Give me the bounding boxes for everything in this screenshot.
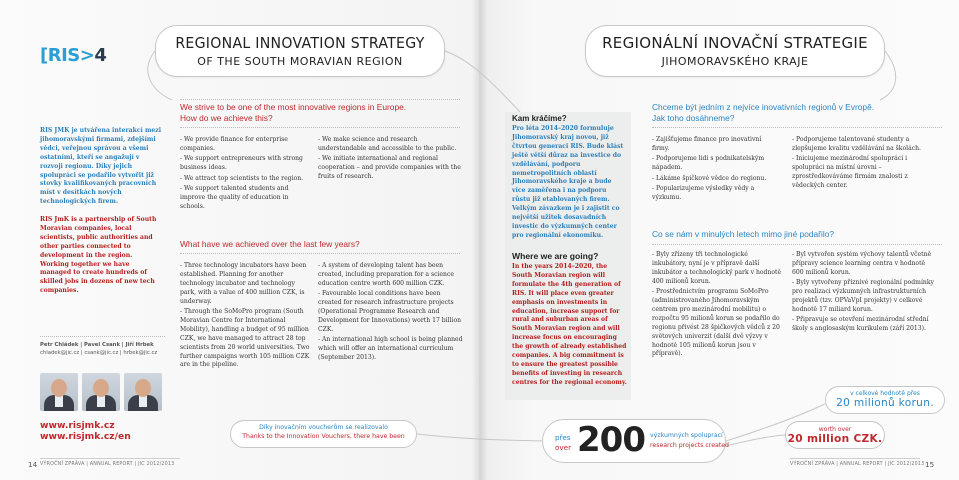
list-col1-en (180, 136, 308, 213)
value-big-en: 20 million CZK. (787, 433, 883, 445)
list-item: - A system of developing talent has been created, including preparation for a science education centre worth 600 million CZK. (318, 262, 454, 287)
website-link-en[interactable]: www.risjmk.cz/en (40, 431, 131, 442)
heading-how-cz (652, 102, 942, 123)
authors-block (40, 342, 170, 357)
title-bubble-cz (585, 25, 885, 77)
divider (180, 253, 460, 254)
stat-over: over (555, 443, 572, 452)
list-item: - Lákáme špičkové vědce do regionu. (652, 174, 767, 182)
page-gutter (472, 0, 488, 480)
list-item: - Připravuje se otevření mezinárodní střední školy s anglosaským kurikulem (září 2013). (792, 316, 929, 333)
text-kam: Pro léta 2014–2020 formuluje Jihomoravský kraj novou, již čtvrtou generaci RIS. Bude klást ještě větší důraz na investice do vzdělávání, podporu nemetropolitních oblastí Jihomoravského kraje a bude více zaměřena i na podporu růstu již etablovaných firem. Velkým závazkem je i zajistit co největší užitek dosavadních investic do výzkumných center pro regionální ekonomiku. (512, 125, 624, 239)
page-title-en: REGIONAL INNOVATION STRATEGY (175, 34, 425, 52)
heading-how-line1: We strive to be one of the most innovative regions in Europe. (180, 102, 407, 112)
stat-label-cz: výzkumných spoluprací (650, 432, 723, 439)
list-col2-cz (792, 136, 937, 192)
author-names: Petr Chládek | Pavel Csank | Jiří Hrbek (40, 342, 154, 348)
list-item: - An international high school is being planned which will offer an international curriculum (September 2013). (318, 336, 463, 362)
list-col4-en (318, 262, 463, 364)
divider (180, 99, 460, 100)
divider (652, 127, 942, 128)
heading-achieved-cz: Co se nám v minulých letech mimo jiné podařilo? (652, 229, 835, 239)
avatar (82, 373, 120, 411)
heading-where: Where we are going? (512, 251, 599, 261)
list-item: - We support entrepreneurs with strong business ideas. (180, 155, 303, 172)
page-subtitle-cz: JIHOMORAVSKÉHO KRAJE (661, 55, 809, 68)
value-small-en: worth over (818, 426, 852, 433)
voucher-text-cz: Díky inovačním voucherům se realizovalo (259, 424, 388, 431)
footer-right: VÝROČNÍ ZPRÁVA | ANNUAL REPORT | JIC 2012/2013 (790, 462, 925, 467)
logo-bracket-text: [RIS (40, 45, 80, 66)
heading-kam: Kam kráčíme? (512, 114, 567, 123)
page-number-right: 15 (925, 460, 935, 469)
list-item: - Zajišťujeme finance pro inovativní firmy. (652, 136, 762, 152)
page-title-cz: REGIONÁLNÍ INOVAČNÍ STRATEGIE (602, 34, 868, 52)
page-subtitle-en: OF THE SOUTH MORAVIAN REGION (197, 55, 403, 68)
logo-digit: 4 (94, 45, 107, 66)
stat-pres: přes (555, 433, 571, 442)
list-col2-en (318, 136, 463, 184)
list-item: - Podporujeme talentované studenty a zlepšujeme kvalitu vzdělávání na školách. (792, 136, 921, 152)
divider (40, 336, 165, 337)
stat-200-bubble (542, 419, 729, 463)
footer-rule (40, 458, 180, 459)
list-item: - Iniciujeme mezinárodní spolupráci i spolupráci na místní úrovni – zprostředkováváme firmám znalosti z vědeckých center. (792, 155, 908, 190)
list-item: - We provide finance for enterprise companies. (180, 136, 288, 152)
list-col4-cz (792, 251, 937, 336)
avatar (40, 373, 78, 411)
list-item: - Prostřednictvím programu SoMoPro (administrovaného Jihomoravským centrem pro mezinárodní mobilitu) o rozpočtu 95 milionů korun se podařilo do regionu přivést 28 špičkových vědců z 20 světových univerzit (další dvě výzvy v hodnotě 105 milionů korun jsou v přípravě). (652, 288, 780, 358)
divider (180, 127, 460, 128)
footer-rule (790, 458, 920, 459)
list-item: - Popularizujeme výsledky vědy a výzkumu. (652, 185, 755, 201)
page-number-left: 14 (28, 460, 38, 469)
list-item: - Favourable local conditions have been created for research infrastructure projects (Operational Programme Research and Development for Innovations) worth 17 billion CZK. (318, 290, 462, 333)
list-item: - We initiate international and regional cooperation – and provide companies with the fruits of research. (318, 155, 461, 181)
text-where: In the years 2014–2020, the South Moravian region will formulate the 4th generation of RIS. It will place even greater emphasis on investments in education, increase support for rural and suburban areas of South Moravian region and will increase focus on encouraging the growth of already established companies. A big commitment is to ensure the greatest possible benefits of investing in research centres for the regional economy. (512, 263, 627, 386)
list-col1-cz (652, 136, 780, 204)
list-col3-en (180, 262, 310, 372)
voucher-text-en: Thanks to the Innovation Vouchers, there have been (242, 433, 405, 440)
heading-achieved-en: What have we achieved over the last few years? (180, 239, 360, 249)
list-col3-cz (652, 251, 784, 361)
heading-how-cz-line1: Chceme být jedním z nejvíce inovativních regionů v Evropě. (652, 102, 875, 112)
value-bubble-en (785, 421, 885, 449)
sidebar-text-en: RIS JmK is a partnership of South Moravian companies, local scientists, public authorities and other parties connected to development in the region. Working together we have managed to create hundreds of skilled jobs in dozens of new tech companies. (40, 216, 157, 295)
list-item: - We make science and research understandable and accessible to the public. (318, 136, 457, 152)
list-item: - We attract top scientists to the region. (180, 174, 304, 182)
list-item: - Through the SoMoPro program (South Moravian Centre for International Mobility), handling a budget of 95 million CZK, we have managed to attract 28 top scientists from 20 world universities. Two further campaigns worth 105 million CZK are in the pipeline. (180, 308, 310, 369)
stat-number: 200 (577, 420, 645, 460)
stat-label-en: research projects created (650, 442, 729, 449)
ris4-logo (40, 45, 107, 67)
list-item: - Podporujeme lidi s podnikatelským nápadem. (652, 155, 765, 172)
value-big-cz: 20 milionů korun. (836, 397, 934, 409)
voucher-bubble (230, 420, 417, 448)
list-item: - Byly vytvořeny příznivé regionální podmínky pro realizaci výzkumných infrastrukturních projektů (tzv. OPVaVpI projekty) v celkové hodnotě 17 miliard korun. (792, 279, 934, 313)
title-bubble-en (155, 25, 445, 77)
list-item: - Three technology incubators have been established. Planning for another technology incubator and technology park, with a value of 400 million CZK, is underway. (180, 262, 307, 305)
author-emails: chladek@jic.cz | csank@jic.cz | hrbek@jic.cz (40, 349, 158, 356)
avatar (124, 373, 162, 411)
value-bubble-cz (825, 386, 945, 414)
list-item: - Byly zřízeny tři technologické inkubátory, nyní je v přípravě další inkubátor a technologický park v hodnotě 400 milionů korun. (652, 251, 782, 285)
website-link-cz[interactable]: www.risjmk.cz (40, 420, 115, 431)
footer-left: VÝROČNÍ ZPRÁVA | ANNUAL REPORT | JIC 2012/2013 (40, 462, 175, 467)
list-item: - We support talented students and improve the quality of education in schools. (180, 185, 289, 210)
heading-how-en (180, 102, 460, 123)
sidebar-text-cz: RIS JMK je utvářena interakcí mezi jihomoravskými firmami, zdejšími vědci, veřejnou správou a všemi ostatními, kteří se angažují v rozvoji regionu. Díky jejich spolupráci se podařilo vytvořit již stovky kvalifikovaných pracovních míst v desítkách nových technologických firem. (40, 127, 162, 206)
heading-how-cz-line2: Jak toho dosáhneme? (652, 112, 735, 123)
heading-how-line2: How do we achieve this? (180, 112, 273, 123)
list-item: - Byl vytvořen systém výchovy talentů včetně přípravy science learning centra v hodnotě 600 milionů korun. (792, 251, 932, 276)
value-small-cz: v celkové hodnotě přes (850, 390, 920, 397)
logo-arrow: > (79, 45, 95, 66)
divider (652, 244, 942, 245)
